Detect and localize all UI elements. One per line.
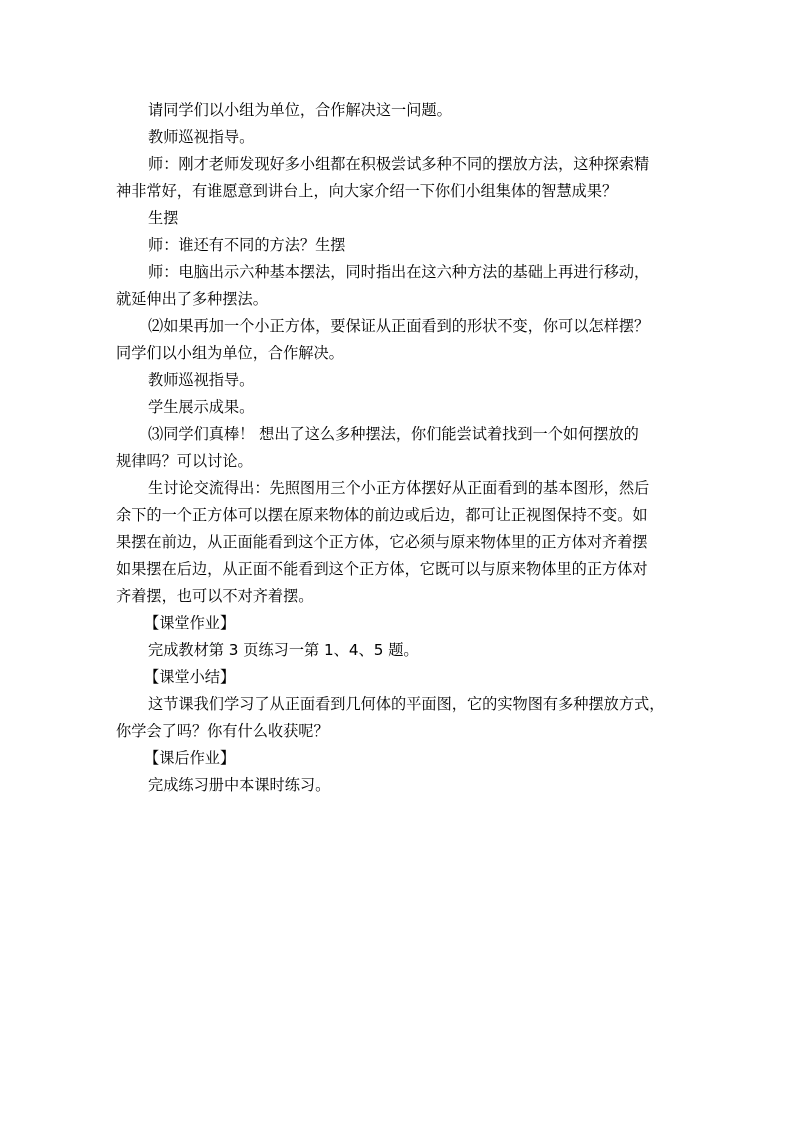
text-line: 师：谁还有不同的方法？生摆 — [148, 236, 346, 254]
text-line: 余下的一个正方体可以摆在原来物体的前边或后边，都可让正视图保持不变。如 — [116, 506, 648, 524]
text-line: 齐着摆，也可以不对齐着摆。 — [116, 587, 314, 605]
paragraph — [116, 691, 682, 745]
section-heading: 【课堂小结】 — [144, 668, 236, 686]
text-line: 如果摆在后边，从正面不能看到这个正方体，它既可以与原来物体里的正方体对 — [116, 560, 648, 578]
text-line: 师：刚才老师发现好多小组都在积极尝试多种不同的摆放方法，这种探索精 — [148, 155, 650, 173]
text-line: 规律吗？可以讨论。 — [116, 452, 253, 470]
text-line: 同学们以小组为单位，合作解决。 — [116, 344, 344, 362]
text-line: 教师巡视指导。 — [148, 371, 255, 389]
text-line: 学生展示成果。 — [148, 398, 255, 416]
text-line: 就延伸出了多种摆法。 — [116, 290, 268, 308]
paragraph — [116, 394, 682, 421]
paragraph — [116, 475, 682, 610]
paragraph — [116, 367, 682, 394]
section-heading: 【课后作业】 — [144, 749, 236, 767]
text-line: 果摆在前边，从正面能看到这个正方体，它必须与原来物体里的正方体对齐着摆 — [116, 533, 648, 551]
paragraph — [116, 313, 682, 367]
paragraph — [116, 232, 682, 259]
text-line: 这节课我们学习了从正面看到几何体的平面图，它的实物图有多种摆放方式， — [148, 695, 665, 713]
text-line: 完成教材第 3 页练习一第 1、4、5 题。 — [148, 641, 419, 659]
text-line: 完成练习册中本课时练习。 — [148, 776, 331, 794]
text-line: 请同学们以小组为单位，合作解决这一问题。 — [148, 101, 452, 119]
text-line: 生讨论交流得出：先照图用三个小正方体摆好从正面看到的基本图形，然后 — [148, 479, 650, 497]
text-line: 神非常好，有谁愿意到讲台上，向大家介绍一下你们小组集体的智慧成果？ — [116, 182, 618, 200]
paragraph — [116, 421, 682, 475]
text-line: ⑵如果再加一个小正方体，要保证从正面看到的形状不变，你可以怎样摆？ — [148, 317, 650, 335]
paragraph — [116, 772, 682, 799]
paragraph — [116, 205, 682, 232]
paragraph — [116, 124, 682, 151]
paragraph — [116, 151, 682, 205]
text-line: ⑶同学们真棒！ 想出了这么多种摆法，你们能尝试着找到一个如何摆放的 — [148, 425, 639, 443]
paragraph — [116, 97, 682, 124]
paragraph — [116, 637, 682, 664]
text-line: 教师巡视指导。 — [148, 128, 255, 146]
text-line: 你学会了吗？你有什么收获呢？ — [116, 722, 329, 740]
document-page — [116, 97, 682, 799]
paragraph — [116, 259, 682, 313]
text-line: 生摆 — [148, 209, 179, 227]
section-heading: 【课堂作业】 — [144, 614, 236, 632]
text-line: 师：电脑出示六种基本摆法，同时指出在这六种方法的基础上再进行移动， — [148, 263, 650, 281]
